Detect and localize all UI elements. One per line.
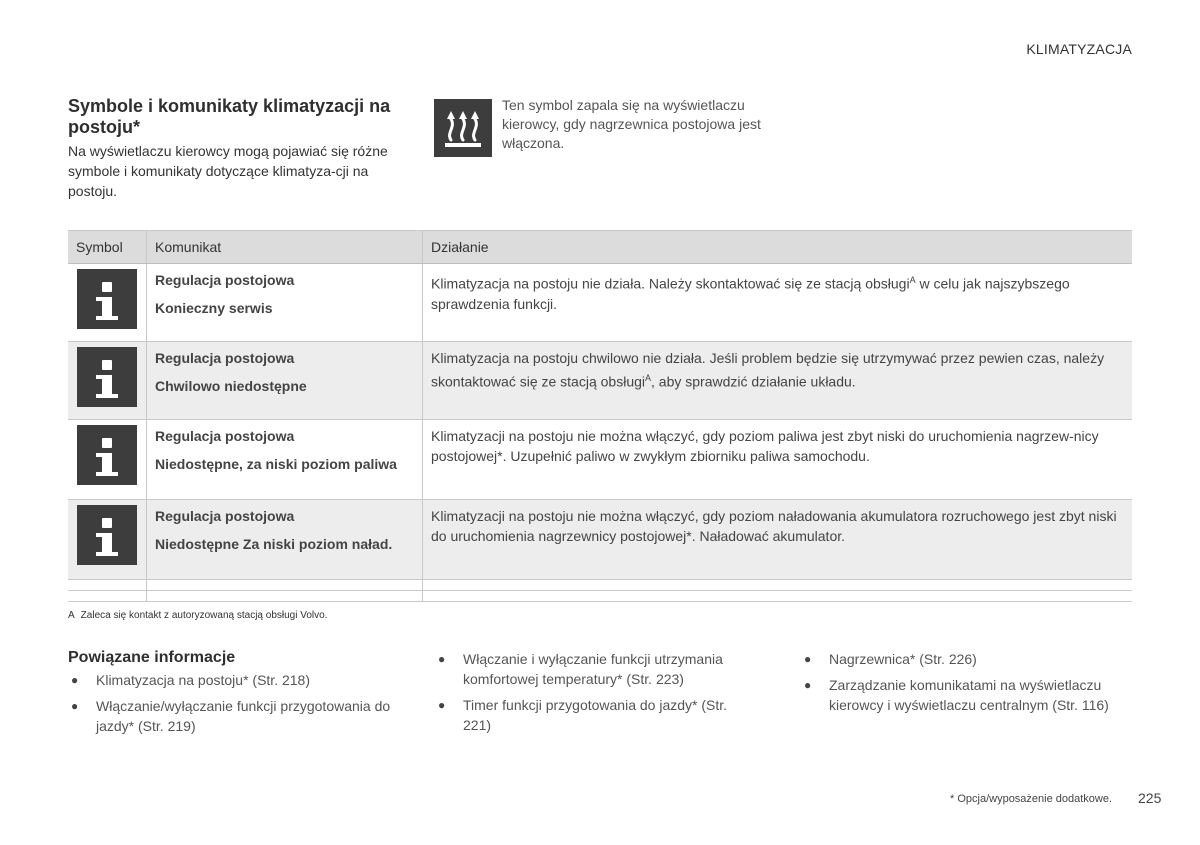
- message-title: Regulacja postojowa: [155, 272, 295, 288]
- related-link[interactable]: [68, 670, 398, 690]
- message-detail: Konieczny serwis: [155, 300, 273, 316]
- related-list-col2: [435, 649, 745, 741]
- empty-cell: [147, 580, 423, 591]
- related-link-text[interactable]: Zarządzanie komunikatami na wyświetlaczu kierowcy i wyświetlaczu centralnym (Str. 116): [829, 677, 1109, 713]
- action-text-cont: w celu jak najszybszego sprawdzenia funkcji.: [431, 275, 1070, 312]
- footnote-ref: A: [645, 373, 652, 383]
- action-cell: [423, 342, 1133, 420]
- related-link[interactable]: [801, 649, 1136, 669]
- message-cell: [147, 420, 423, 500]
- related-link-text[interactable]: Timer funkcji przygotowania do jazdy* (Str. 221): [463, 697, 728, 733]
- message-cell: [147, 500, 423, 580]
- message-title: Regulacja postojowa: [155, 350, 295, 366]
- table-row-empty: [68, 580, 1132, 591]
- table-row: [68, 420, 1132, 500]
- table-footnote: [68, 610, 327, 621]
- empty-cell: [68, 580, 147, 591]
- related-link[interactable]: [801, 675, 1136, 715]
- info-icon: [77, 425, 137, 485]
- action-cell: Klimatyzacji na postoju nie można włączyć, gdy poziom paliwa jest zbyt niski do uruchomienia nagrzew-nicy postojowej*. Uzupełnić paliwo w zwykłym zbiorniku paliwa samochodu.: [423, 420, 1133, 500]
- related-link-text[interactable]: Klimatyzacja na postoju* (Str. 218): [96, 672, 310, 688]
- empty-cell: [147, 591, 423, 602]
- related-link-text[interactable]: Włączanie i wyłączanie funkcji utrzymania komfortowej temperatury* (Str. 223): [463, 651, 723, 687]
- parking-heater-icon: [434, 99, 492, 157]
- footnote-text: Zaleca się kontakt z autoryzowaną stacją obsługi Volvo.: [80, 610, 328, 621]
- action-text: Klimatyzacja na postoju nie działa. Należy skontaktować się ze stacją obsługi: [431, 275, 910, 292]
- bullet-icon: ●: [71, 673, 79, 687]
- table-row: [68, 264, 1132, 342]
- intro-text: Na wyświetlaczu kierowcy mogą pojawiać się różne symbole i komunikaty dotyczące klimatyza-cji na postoju.: [68, 143, 388, 199]
- info-icon: [77, 347, 137, 407]
- related-link[interactable]: [435, 695, 745, 735]
- header-symbol: Symbol: [68, 231, 147, 264]
- action-text-cont: , aby sprawdzić działanie układu.: [651, 373, 856, 390]
- message-detail: Niedostępne Za niski poziom naład.: [155, 536, 393, 552]
- table-row-empty: [68, 591, 1132, 602]
- related-list-col3: [801, 649, 1136, 721]
- related-link[interactable]: [68, 696, 398, 736]
- info-icon: [77, 505, 137, 565]
- related-list-col1: [68, 670, 398, 742]
- message-cell: [147, 342, 423, 420]
- page-number: 225: [1138, 790, 1162, 806]
- related-title: Powiązane informacje: [68, 649, 236, 666]
- related-link-text[interactable]: Włączanie/wyłączanie funkcji przygotowania do jazdy* (Str. 219): [96, 698, 391, 734]
- header-action: Działanie: [423, 231, 1133, 264]
- table-row: [68, 342, 1132, 420]
- empty-cell: [68, 591, 147, 602]
- action-cell: [423, 264, 1133, 342]
- section-header: KLIMATYZACJA: [1026, 41, 1132, 57]
- bullet-icon: ●: [438, 652, 446, 666]
- bullet-icon: ●: [804, 678, 812, 692]
- action-text: Klimatyzacja na postoju chwilowo nie działa. Jeśli problem będzie się utrzymywać przez pewien czas, należy skontaktować się ze stacją obsługi: [431, 350, 1105, 390]
- action-cell: Klimatyzacji na postoju nie można włączyć, gdy poziom naładowania akumulatora rozruchowego jest zbyt niski do uruchomienia nagrzewnicy postojowej*. Naładować akumulator.: [423, 500, 1133, 580]
- table-header-row: [68, 231, 1132, 264]
- message-detail: Niedostępne, za niski poziom paliwa: [155, 456, 397, 472]
- footnote-ref: A: [909, 275, 916, 285]
- related-link-text[interactable]: Nagrzewnica* (Str. 226): [829, 651, 977, 667]
- footnote-label: A: [68, 610, 75, 621]
- symbol-cell: [68, 500, 147, 580]
- bullet-icon: ●: [804, 652, 812, 666]
- messages-table: [68, 230, 1132, 602]
- message-detail: Chwilowo niedostępne: [155, 378, 307, 394]
- symbol-cell: [68, 342, 147, 420]
- bullet-icon: ●: [71, 699, 79, 713]
- bullet-icon: ●: [438, 698, 446, 712]
- message-title: Regulacja postojowa: [155, 428, 295, 444]
- symbol-cell: [68, 264, 147, 342]
- related-link[interactable]: [435, 649, 745, 689]
- info-icon: [77, 269, 137, 329]
- empty-cell: [423, 580, 1133, 591]
- optional-equipment-note: * Opcja/wyposażenie dodatkowe.: [950, 793, 1113, 805]
- page-title: Symbole i komunikaty klimatyzacji na postoju*: [68, 96, 391, 137]
- empty-cell: [423, 591, 1133, 602]
- heater-description: Ten symbol zapala się na wyświetlaczu kierowcy, gdy nagrzewnica postojowa jest włączona.: [502, 97, 761, 151]
- symbol-cell: [68, 420, 147, 500]
- table-row: [68, 500, 1132, 580]
- message-title: Regulacja postojowa: [155, 508, 295, 524]
- header-message: Komunikat: [147, 231, 423, 264]
- message-cell: [147, 264, 423, 342]
